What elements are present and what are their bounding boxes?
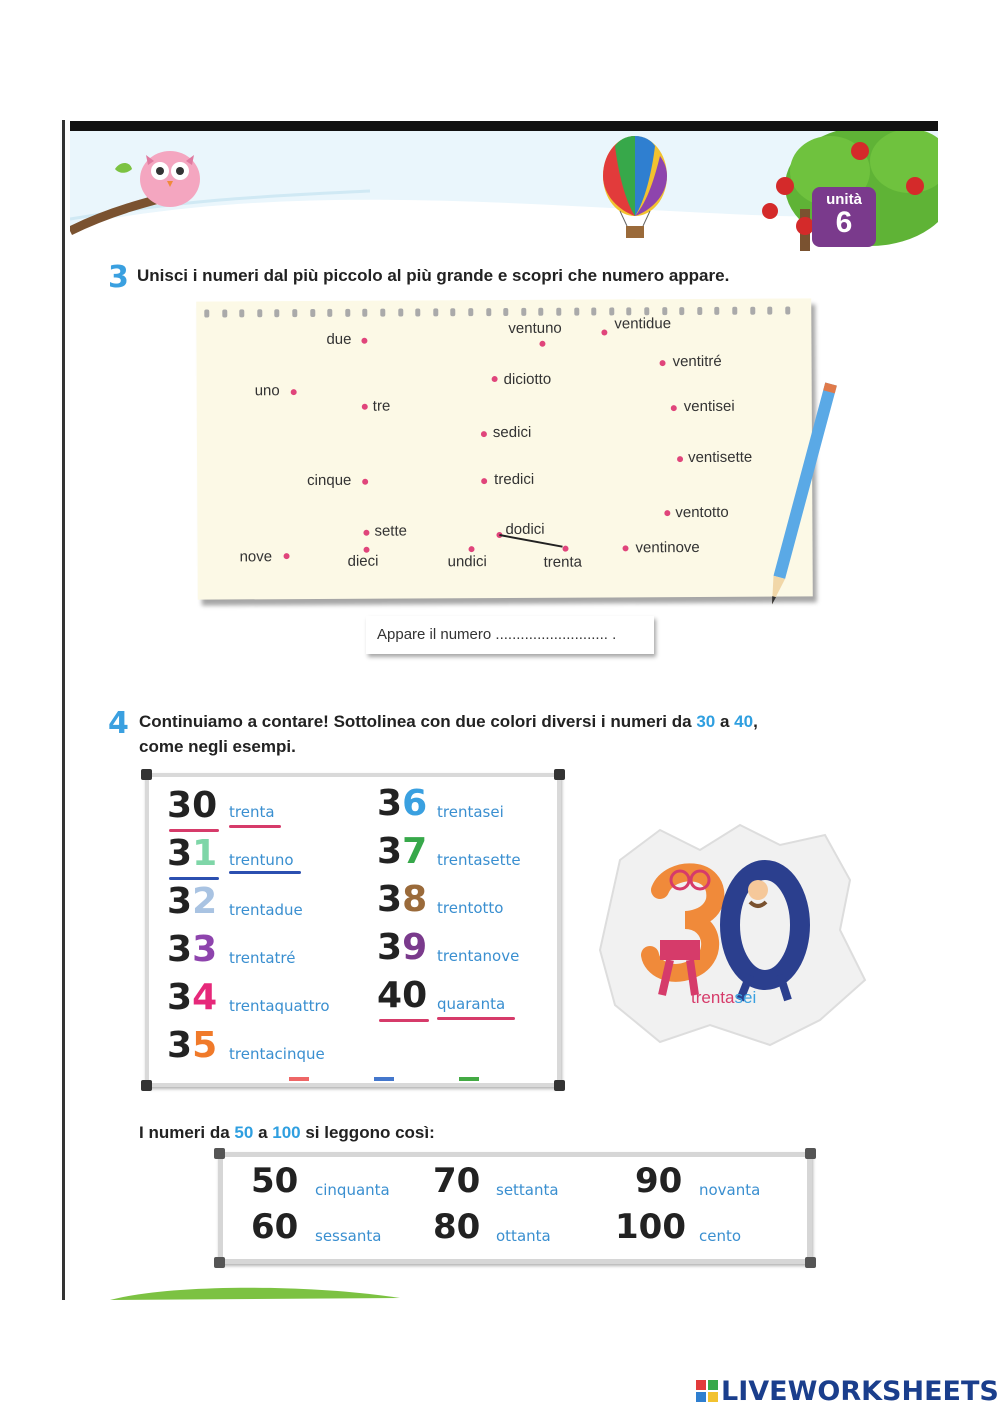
instruction-mid: a: [715, 712, 735, 731]
number-50: 50: [251, 1161, 299, 1201]
owl-illustration: [140, 151, 200, 207]
word-trentuno[interactable]: trentuno: [229, 851, 294, 869]
dot-ventuno[interactable]: [539, 341, 545, 347]
exercise-3-number: 3: [108, 260, 129, 295]
dot-to-dot-notepad: [196, 298, 813, 599]
answer-label: Appare il numero ........................... .: [377, 626, 617, 643]
unit-number: 6: [835, 206, 853, 239]
notepad-holes: [196, 298, 811, 301]
word-dieci: dieci: [347, 552, 379, 570]
dot-sedici[interactable]: [481, 431, 487, 437]
exercise-4-number: 4: [108, 706, 129, 741]
word-cinquanta: cinquanta: [315, 1181, 390, 1199]
dot-sette[interactable]: [363, 530, 369, 536]
notepad-hole: [679, 307, 684, 315]
tens-intro: I numeri da 50 a 100 si leggono così:: [139, 1123, 435, 1142]
board-corner: [805, 1148, 816, 1159]
notepad-hole: [662, 307, 667, 315]
number-33[interactable]: 33: [167, 929, 218, 970]
notepad-hole: [574, 308, 579, 316]
notepad-hole: [433, 308, 438, 316]
word-quaranta[interactable]: quaranta: [437, 995, 506, 1013]
notepad-hole: [539, 308, 544, 316]
word-ventidue: ventidue: [614, 315, 672, 333]
number-30[interactable]: 30: [167, 785, 218, 826]
number-35[interactable]: 35: [167, 1025, 218, 1066]
notepad-hole: [609, 307, 614, 315]
number-31[interactable]: 31: [167, 833, 218, 874]
number-40[interactable]: 40: [377, 975, 428, 1016]
notepad-hole: [398, 309, 403, 317]
exercise-3-instruction: Unisci i numeri dal più piccolo al più grande e scopri che numero appare.: [137, 266, 730, 285]
notepad-hole: [767, 307, 772, 315]
board-corner: [214, 1257, 225, 1268]
exercise-4-instruction-line2: come negli esempi.: [139, 737, 296, 756]
bottom-hill-decoration: [110, 1284, 410, 1302]
answer-input-area[interactable]: [520, 630, 644, 644]
notepad-hole: [591, 308, 596, 316]
word-nove: nove: [239, 548, 273, 566]
unit-badge: [812, 187, 876, 247]
word-settanta: settanta: [496, 1181, 559, 1199]
underline-red: [437, 1017, 515, 1020]
exercise-4-instruction: Continuiamo a contare! Sottolinea con due colori diversi i numeri da 30 a 40,: [139, 712, 758, 731]
notepad-hole: [627, 307, 632, 315]
notepad-hole: [239, 309, 244, 317]
word-trentasei[interactable]: trentasei: [437, 803, 504, 821]
dot-ventisette[interactable]: [677, 456, 683, 462]
word-cinque: cinque: [307, 471, 352, 490]
word-trenta[interactable]: trenta: [229, 803, 275, 821]
dot-diciotto[interactable]: [492, 376, 498, 382]
dot-due[interactable]: [361, 338, 367, 344]
dot-ventotto[interactable]: [664, 510, 670, 516]
word-trentasette[interactable]: trentasette: [437, 851, 521, 869]
liveworksheets-logo[interactable]: [696, 1376, 999, 1407]
word-uno: uno: [254, 382, 280, 400]
notepad-hole: [644, 307, 649, 315]
marker-red: [289, 1077, 309, 1081]
underline-blue: [229, 871, 301, 874]
header-illustration: [70, 131, 938, 251]
word-sessanta: sessanta: [315, 1227, 382, 1245]
word-trentotto[interactable]: trentotto: [437, 899, 504, 917]
notepad-hole: [732, 307, 737, 315]
underline-red: [169, 829, 219, 832]
notepad-hole: [275, 309, 280, 317]
number-80: 80: [433, 1207, 481, 1247]
number-37[interactable]: 37: [377, 831, 428, 872]
notepad-hole: [327, 309, 332, 317]
word-trentacinque[interactable]: trentacinque: [229, 1045, 325, 1063]
word-dodici: dodici: [505, 520, 545, 538]
word-ottanta: ottanta: [496, 1227, 551, 1245]
word-tredici: tredici: [494, 470, 535, 489]
underline-red: [229, 825, 281, 828]
dot-undici[interactable]: [469, 546, 475, 552]
notepad-hole: [380, 309, 385, 317]
board-corner: [141, 1080, 152, 1091]
underline-blue: [169, 877, 219, 880]
notepad-hole: [468, 308, 473, 316]
word-trentanove[interactable]: trentanove: [437, 947, 520, 965]
dot-uno[interactable]: [291, 389, 297, 395]
board-corner: [805, 1257, 816, 1268]
page-margin-line: [62, 120, 65, 1300]
word-ventinove: ventinove: [635, 538, 700, 557]
word-sedici: sedici: [492, 423, 532, 442]
notepad-hole: [292, 309, 297, 317]
pencil-illustration: [760, 372, 840, 628]
instruction-text: Continuiamo a contare! Sottolinea con due colori diversi i numeri da: [139, 712, 697, 731]
notepad-hole: [556, 308, 561, 316]
board-corner: [554, 769, 565, 780]
number-70: 70: [433, 1161, 481, 1201]
word-ventotto: ventotto: [675, 503, 729, 522]
notepad-hole: [204, 310, 209, 318]
logo-icon: [696, 1378, 718, 1400]
notepad-hole: [415, 308, 420, 316]
number-36[interactable]: 36: [377, 783, 428, 824]
dot-ventisei[interactable]: [671, 405, 677, 411]
dot-ventinove[interactable]: [623, 545, 629, 551]
dot-nove[interactable]: [284, 553, 290, 559]
word-trentaquattro[interactable]: trentaquattro: [229, 997, 330, 1015]
unit-label: unità: [826, 191, 862, 208]
dot-cinque[interactable]: [362, 479, 368, 485]
dot-tredici[interactable]: [481, 478, 487, 484]
page-top-bar: [70, 121, 938, 131]
instruction-from: 30: [696, 712, 716, 731]
torn-paper-illustration: [590, 820, 870, 1050]
number-39[interactable]: 39: [377, 927, 428, 968]
notepad-hole: [310, 309, 315, 317]
board-corner: [141, 769, 152, 780]
word-ventuno: ventuno: [508, 319, 562, 337]
word-ventisei: ventisei: [683, 397, 735, 416]
board-corner: [554, 1080, 565, 1091]
number-34[interactable]: 34: [167, 977, 218, 1018]
dot-ventidue[interactable]: [601, 329, 607, 335]
illustration-caption: trentasei: [691, 988, 757, 1007]
notepad-hole: [750, 307, 755, 315]
dot-tre[interactable]: [362, 404, 368, 410]
word-sette: sette: [374, 522, 408, 540]
logo-text: LIVEWORKSHEETS: [721, 1376, 999, 1407]
number-60: 60: [251, 1207, 299, 1247]
notepad-hole: [257, 309, 262, 317]
word-trentadue[interactable]: trentadue: [229, 901, 303, 919]
notepad-hole: [345, 309, 350, 317]
word-tre: tre: [372, 397, 391, 415]
word-undici: undici: [447, 553, 487, 571]
notepad-hole: [222, 309, 227, 317]
word-ventitre: ventitré: [672, 352, 722, 371]
number-100: 100: [615, 1207, 686, 1247]
word-trenta: trenta: [543, 553, 582, 571]
line-dodici-trenta: [496, 532, 566, 552]
tens-whiteboard: [218, 1152, 812, 1264]
marker-blue: [374, 1077, 394, 1081]
word-ventisette: ventisette: [688, 448, 753, 467]
underline-red: [379, 1019, 429, 1022]
word-novanta: novanta: [699, 1181, 761, 1199]
notepad-hole: [521, 308, 526, 316]
notepad-hole: [363, 309, 368, 317]
word-diciotto: diciotto: [503, 370, 552, 389]
word-due: due: [326, 330, 352, 348]
word-cento: cento: [699, 1227, 742, 1245]
notepad-hole: [503, 308, 508, 316]
number-32[interactable]: 32: [167, 881, 218, 922]
marker-green: [459, 1077, 479, 1081]
number-90: 90: [635, 1161, 683, 1201]
number-38[interactable]: 38: [377, 879, 428, 920]
word-trentatre[interactable]: trentatré: [229, 949, 296, 967]
notepad-hole: [715, 307, 720, 315]
notepad-hole: [451, 308, 456, 316]
dot-ventitre[interactable]: [660, 360, 666, 366]
numbers-whiteboard: [145, 773, 561, 1087]
notepad-hole: [697, 307, 702, 315]
instruction-to: 40: [734, 712, 754, 731]
notepad-hole: [785, 307, 790, 315]
board-corner: [214, 1148, 225, 1159]
notepad-hole: [486, 308, 491, 316]
dot-trenta[interactable]: [563, 546, 569, 552]
